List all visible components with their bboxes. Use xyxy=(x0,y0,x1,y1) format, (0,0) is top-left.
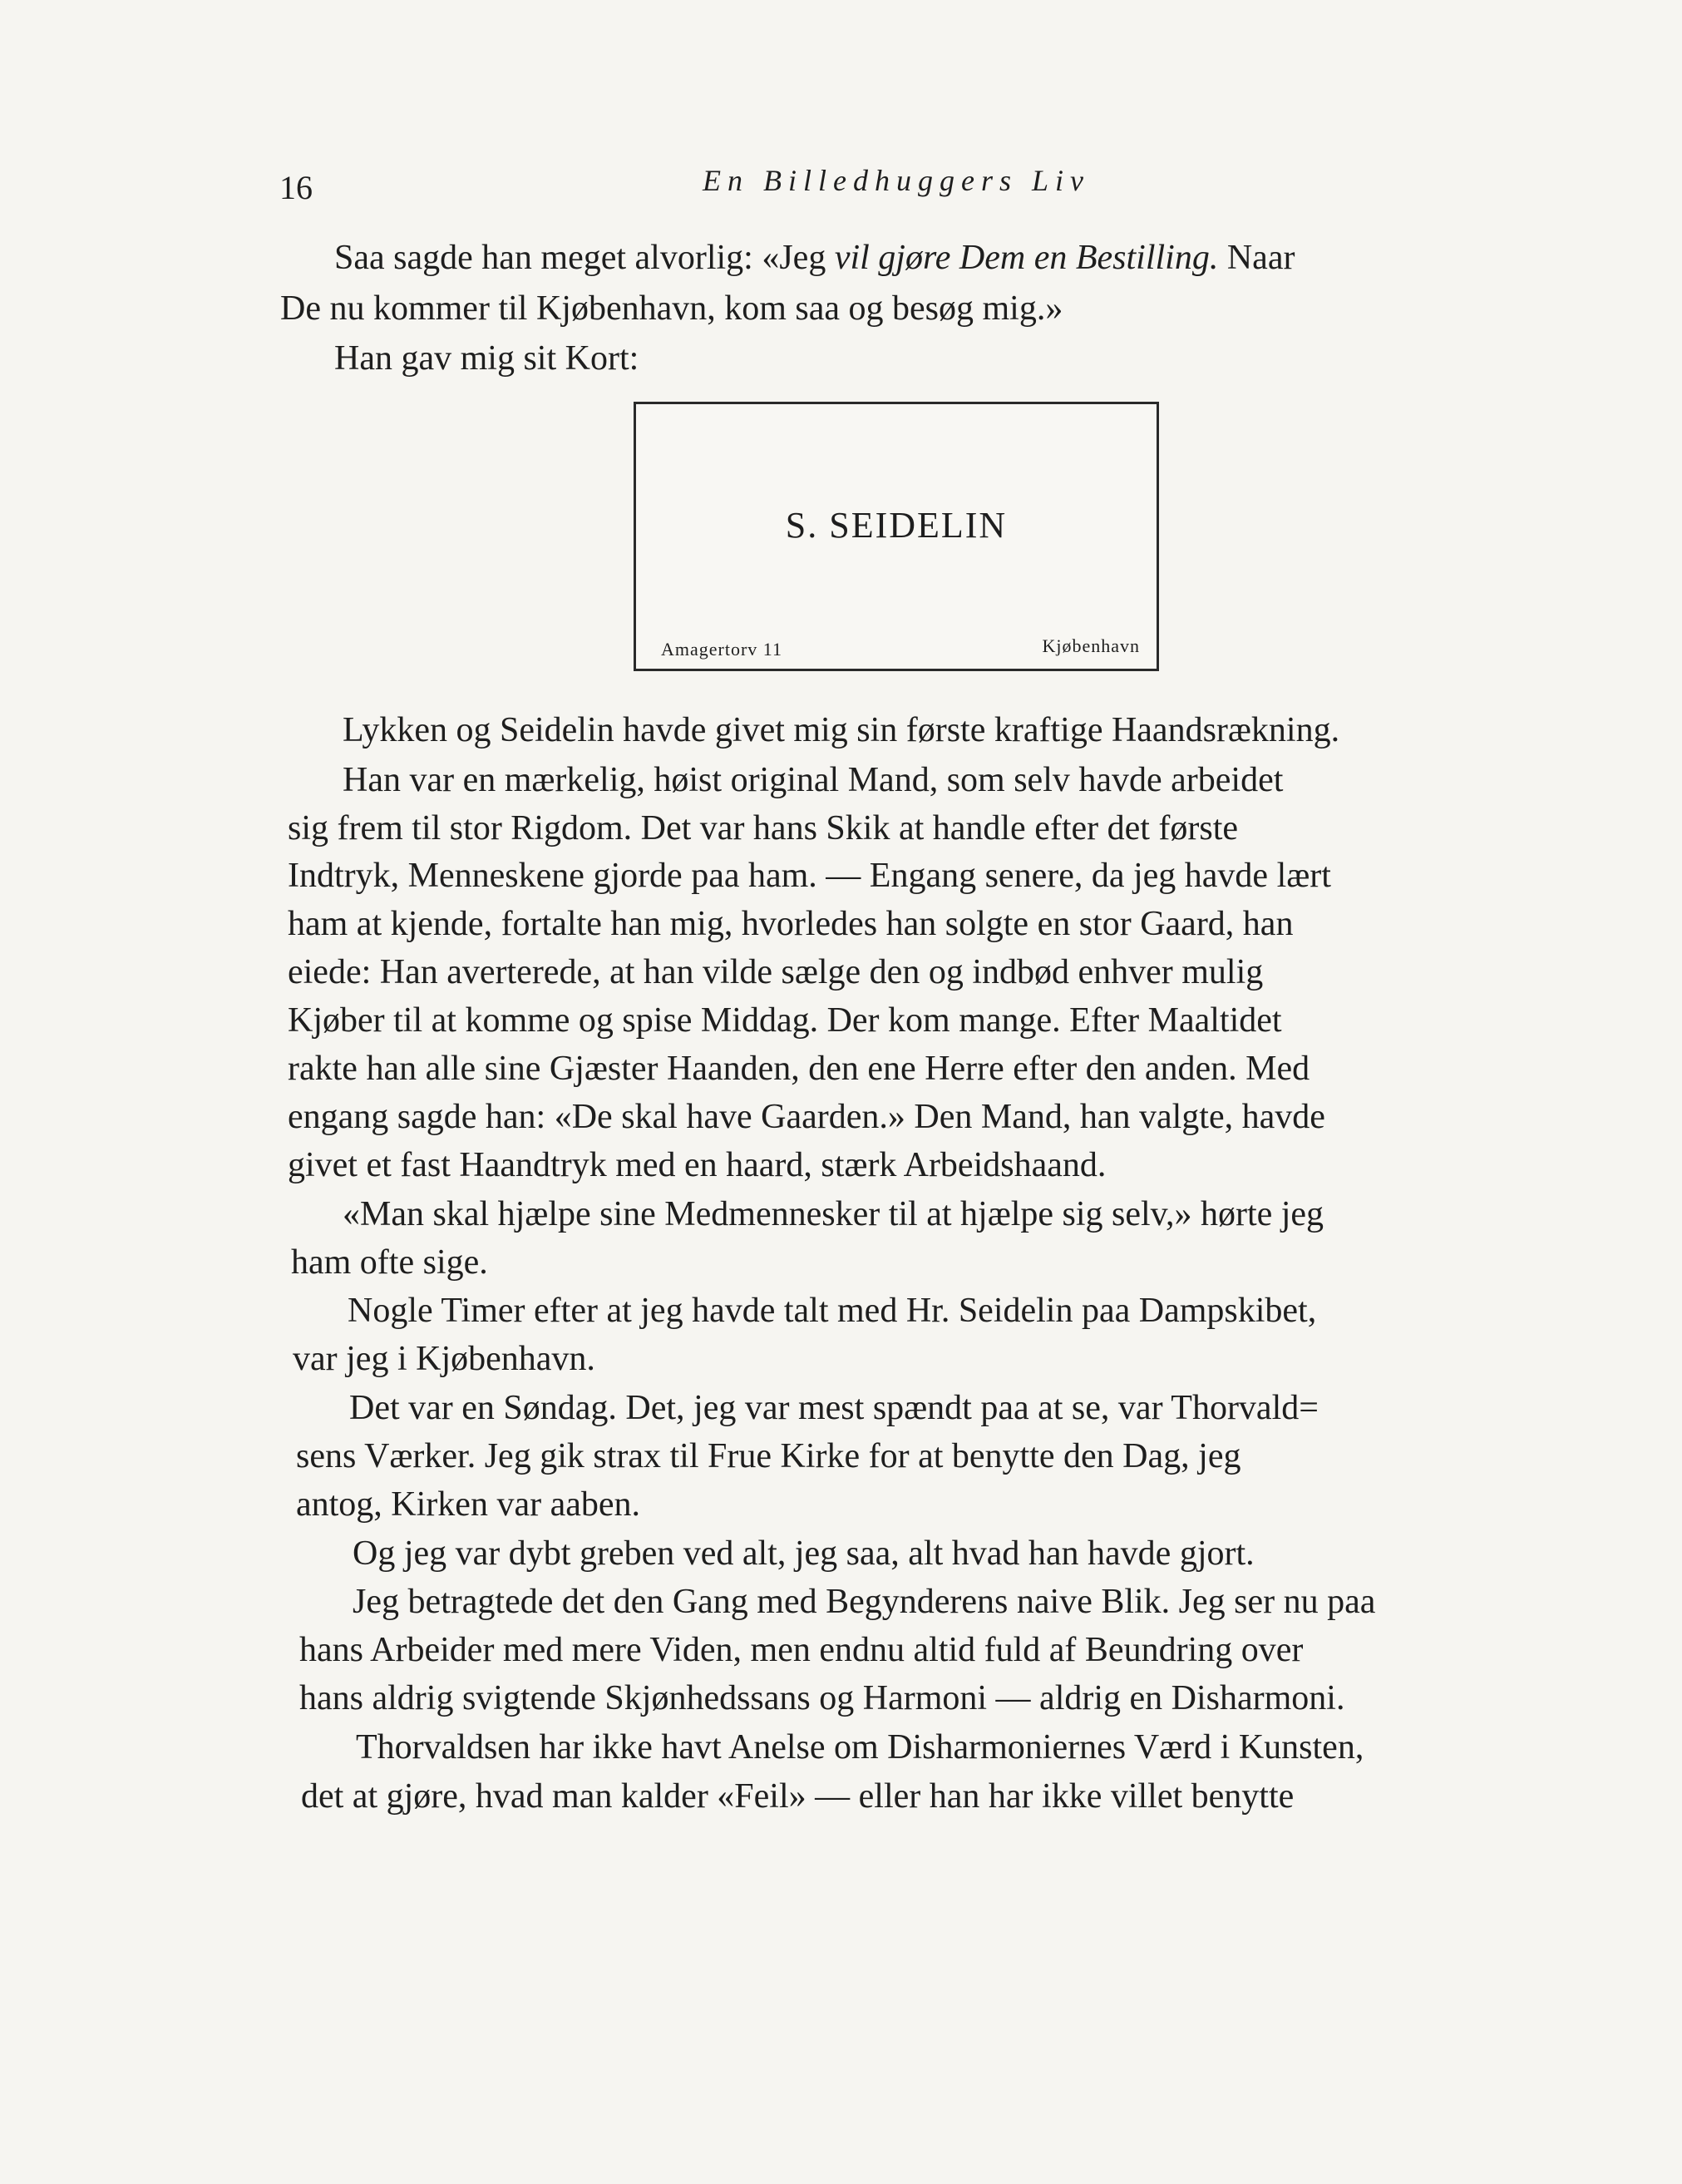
text-line: rakte han alle sine Gjæster Haanden, den ene Herre efter den anden. Med xyxy=(288,1050,1310,1088)
text-line: var jeg i Kjøbenhavn. xyxy=(293,1340,595,1378)
text-line: Thorvaldsen har ikke havt Anelse om Disharmoniernes Værd i Kunsten, xyxy=(356,1728,1364,1766)
text-line: De nu kommer til Kjøbenhavn, kom saa og besøg mig.» xyxy=(280,289,1063,328)
text-line: engang sagde han: «De skal have Gaarden.» Den Mand, han valgte, havde xyxy=(288,1098,1325,1136)
page-number: 16 xyxy=(279,169,313,206)
text-span: Naar xyxy=(1218,239,1295,277)
text-line: hans aldrig svigtende Skjønhedssans og Harmoni — aldrig en Disharmoni. xyxy=(299,1679,1345,1717)
card-city: Kjøbenhavn xyxy=(1042,635,1140,656)
text-line: Det var en Søndag. Det, jeg var mest spændt paa at se, var Thorvald= xyxy=(349,1389,1319,1427)
text-line: det at gjøre, hvad man kalder «Feil» — eller han har ikke villet benytte xyxy=(301,1777,1295,1816)
text-line: eiede: Han averterede, at han vilde sælge den og indbød enhver mulig xyxy=(288,953,1264,991)
text-line: hans Arbeider med mere Viden, men endnu altid fuld af Beundring over xyxy=(299,1631,1304,1669)
text-line: sens Værker. Jeg gik strax til Frue Kirke for at benytte den Dag, jeg xyxy=(296,1437,1241,1475)
text-line: sig frem til stor Rigdom. Det var hans Skik at handle efter det første xyxy=(288,809,1239,847)
text-span: Saa sagde han meget alvorlig: «Jeg xyxy=(334,239,835,277)
text-line: Lykken og Seidelin havde givet mig sin første kraftige Haandsrækning. xyxy=(343,711,1340,749)
text-line: «Man skal hjælpe sine Medmennesker til at hjælpe sig selv,» hørte jeg xyxy=(343,1195,1324,1233)
text-line: antog, Kirken var aaben. xyxy=(296,1485,640,1524)
text-line: givet et fast Haandtryk med en haard, stærk Arbeidshaand. xyxy=(288,1146,1107,1184)
card-name: S. SEIDELIN xyxy=(785,505,1008,546)
text-line: Nogle Timer efter at jeg havde talt med Hr. Seidelin paa Dampskibet, xyxy=(348,1292,1317,1330)
text-line: ham at kjende, fortalte han mig, hvorledes han solgte en stor Gaard, han xyxy=(288,905,1294,943)
text-line: Han var en mærkelig, høist original Mand, som selv havde arbeidet xyxy=(343,761,1284,799)
text-line xyxy=(334,239,1295,277)
business-card xyxy=(634,402,1159,671)
text-line: Jeg betragtede det den Gang med Begynderens naive Blik. Jeg ser nu paa xyxy=(353,1583,1376,1621)
text-line: Kjøber til at komme og spise Middag. Der kom mange. Efter Maaltidet xyxy=(288,1001,1282,1040)
text-line: ham ofte sige. xyxy=(291,1243,488,1282)
text-line: Han gav mig sit Kort: xyxy=(334,339,639,378)
text-line: Indtryk, Menneskene gjorde paa ham. — Engang senere, da jeg havde lært xyxy=(288,857,1331,895)
italic-span: vil gjøre Dem en Bestilling. xyxy=(834,239,1219,277)
text-line: Og jeg var dybt greben ved alt, jeg saa, alt hvad han havde gjort. xyxy=(353,1534,1255,1573)
running-title: En Billedhuggers Liv xyxy=(703,164,1090,197)
card-address: Amagertorv 11 xyxy=(661,639,782,660)
